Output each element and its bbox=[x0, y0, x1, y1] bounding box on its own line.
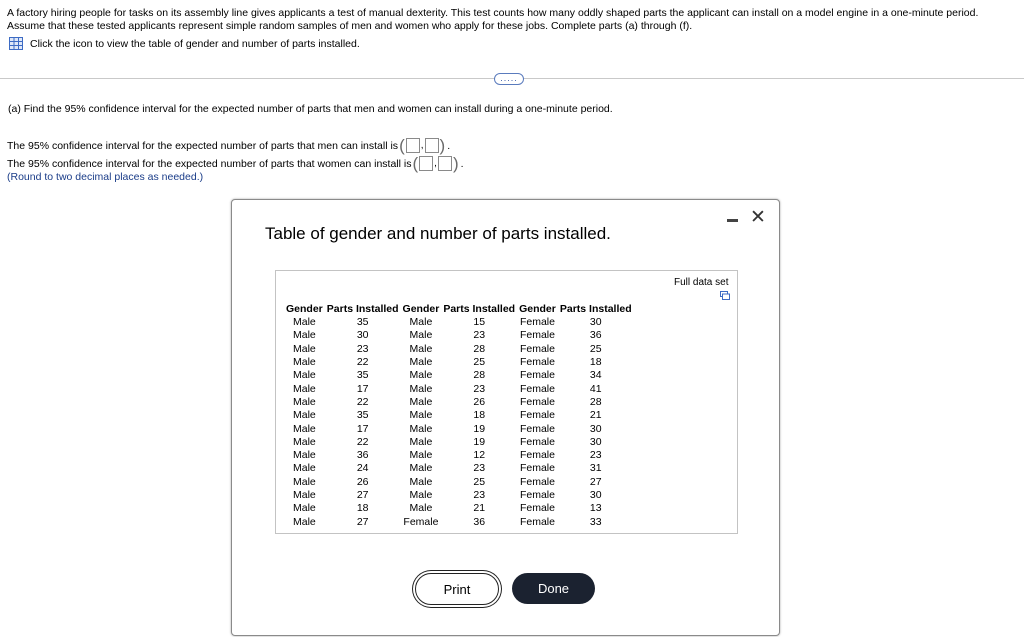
column-header: Parts Installed bbox=[559, 302, 632, 315]
parts-cell: 27 bbox=[356, 489, 369, 501]
parts-cell: 34 bbox=[589, 369, 602, 382]
table-row bbox=[284, 396, 634, 409]
gender-cell: Male bbox=[409, 316, 433, 329]
gender-cell: Female bbox=[519, 342, 555, 355]
parts-cell: 23 bbox=[473, 382, 486, 395]
close-icon[interactable]: ✕ bbox=[750, 207, 766, 228]
parts-cell: 26 bbox=[356, 475, 369, 488]
table-row bbox=[284, 449, 634, 462]
gender-cell: Male bbox=[293, 356, 316, 369]
gender-cell: Male bbox=[409, 342, 433, 355]
parts-cell: 23 bbox=[473, 489, 486, 501]
parts-cell: 41 bbox=[589, 382, 602, 395]
gender-cell: Male bbox=[293, 316, 316, 329]
gender-cell: Male bbox=[293, 489, 316, 501]
parts-cell: 25 bbox=[589, 342, 602, 355]
men-ci-upper-input[interactable] bbox=[425, 138, 439, 153]
parts-cell: 31 bbox=[589, 462, 602, 475]
gender-cell: Male bbox=[409, 435, 433, 448]
comma-separator: , bbox=[420, 140, 424, 151]
table-icon[interactable] bbox=[9, 37, 23, 50]
column-header: Gender bbox=[286, 302, 323, 315]
parts-cell: 28 bbox=[473, 342, 486, 355]
table-row bbox=[284, 369, 634, 382]
parts-cell: 15 bbox=[473, 316, 486, 329]
women-ci-label: The 95% confidence interval for the expected number of parts that women can install is bbox=[7, 157, 412, 170]
table-row bbox=[284, 502, 634, 515]
gender-cell: Female bbox=[519, 515, 555, 528]
gender-cell: Female bbox=[403, 515, 439, 528]
gender-cell: Female bbox=[519, 489, 555, 501]
gender-cell: Female bbox=[519, 449, 555, 462]
parts-cell: 33 bbox=[589, 515, 602, 528]
gender-cell: Male bbox=[409, 329, 433, 342]
parts-cell: 23 bbox=[473, 462, 486, 475]
ellipsis-icon: ..... bbox=[500, 72, 518, 83]
gender-cell: Male bbox=[293, 502, 316, 515]
parts-cell: 25 bbox=[473, 475, 486, 488]
parts-cell: 22 bbox=[356, 356, 369, 369]
gender-cell: Male bbox=[409, 382, 433, 395]
parts-cell: 23 bbox=[473, 329, 486, 342]
table-row bbox=[284, 329, 634, 342]
gender-cell: Female bbox=[519, 475, 555, 488]
men-ci-lower-input[interactable] bbox=[406, 138, 420, 153]
gender-cell: Male bbox=[409, 449, 433, 462]
gender-cell: Male bbox=[293, 449, 316, 462]
table-row bbox=[284, 436, 634, 449]
parts-cell: 12 bbox=[473, 449, 486, 462]
full-data-set-label: Full data set bbox=[674, 277, 729, 288]
parts-cell: 36 bbox=[473, 515, 486, 528]
gender-cell: Male bbox=[409, 356, 433, 369]
gender-cell: Female bbox=[519, 409, 555, 422]
parts-cell: 13 bbox=[589, 502, 602, 515]
column-header: Parts Installed bbox=[326, 302, 399, 315]
column-header: Gender bbox=[402, 302, 440, 315]
parts-cell: 19 bbox=[473, 435, 486, 448]
gender-cell: Female bbox=[519, 395, 555, 408]
gender-cell: Male bbox=[409, 409, 433, 422]
gender-cell: Male bbox=[293, 409, 316, 422]
gender-cell: Male bbox=[409, 462, 433, 475]
part-a-question: (a) Find the 95% confidence interval for the expected number of parts that men and women can install during a one-minute period. bbox=[8, 103, 613, 115]
gender-cell: Male bbox=[409, 422, 433, 435]
gender-cell: Male bbox=[409, 489, 433, 501]
print-button[interactable]: Print bbox=[415, 573, 499, 605]
gender-cell: Male bbox=[409, 395, 433, 408]
parts-cell: 25 bbox=[473, 356, 486, 369]
open-paren-icon: ( bbox=[412, 154, 419, 173]
table-row bbox=[284, 316, 634, 329]
expand-button[interactable] bbox=[494, 73, 524, 85]
parts-cell: 19 bbox=[473, 422, 486, 435]
parts-cell: 35 bbox=[356, 316, 369, 329]
table-row bbox=[284, 422, 634, 435]
period: . bbox=[460, 157, 464, 170]
gender-cell: Male bbox=[409, 369, 433, 382]
parts-cell: 17 bbox=[356, 422, 369, 435]
gender-cell: Female bbox=[519, 422, 555, 435]
gender-cell: Male bbox=[293, 369, 316, 382]
parts-cell: 22 bbox=[356, 435, 369, 448]
dialog-title: Table of gender and number of parts installed. bbox=[265, 224, 611, 243]
parts-cell: 35 bbox=[356, 369, 369, 382]
parts-cell: 30 bbox=[589, 435, 602, 448]
parts-cell: 30 bbox=[589, 422, 602, 435]
table-row bbox=[284, 476, 634, 489]
parts-cell: 22 bbox=[356, 395, 369, 408]
table-row bbox=[284, 382, 634, 395]
parts-cell: 18 bbox=[473, 409, 486, 422]
gender-cell: Male bbox=[293, 515, 316, 528]
gender-cell: Female bbox=[519, 462, 555, 475]
parts-cell: 26 bbox=[473, 395, 486, 408]
parts-cell: 23 bbox=[356, 342, 369, 355]
parts-cell: 36 bbox=[589, 329, 602, 342]
gender-cell: Male bbox=[293, 422, 316, 435]
women-ci-line bbox=[7, 155, 464, 172]
table-row bbox=[284, 489, 634, 502]
parts-cell: 18 bbox=[589, 356, 602, 369]
parts-table bbox=[284, 301, 634, 529]
column-header: Gender bbox=[519, 302, 556, 315]
table-link-row[interactable] bbox=[9, 37, 360, 50]
parts-cell: 28 bbox=[473, 369, 486, 382]
gender-cell: Male bbox=[409, 475, 433, 488]
parts-cell: 17 bbox=[356, 382, 369, 395]
gender-cell: Male bbox=[293, 342, 316, 355]
comma-separator: , bbox=[434, 158, 437, 169]
parts-cell: 24 bbox=[356, 462, 369, 475]
parts-cell: 23 bbox=[589, 449, 602, 462]
data-table-dialog bbox=[231, 199, 780, 636]
parts-cell: 30 bbox=[356, 329, 369, 342]
copy-icon[interactable] bbox=[720, 291, 730, 300]
gender-cell: Female bbox=[519, 382, 555, 395]
minimize-icon[interactable] bbox=[727, 219, 738, 222]
gender-cell: Male bbox=[293, 475, 316, 488]
table-link-text[interactable]: Click the icon to view the table of gender and number of parts installed. bbox=[30, 37, 360, 50]
gender-cell: Male bbox=[293, 395, 316, 408]
gender-cell: Female bbox=[519, 435, 555, 448]
table-row bbox=[284, 409, 634, 422]
parts-cell: 27 bbox=[589, 475, 602, 488]
done-button[interactable]: Done bbox=[512, 573, 595, 604]
parts-cell: 30 bbox=[589, 316, 602, 329]
parts-cell: 21 bbox=[589, 409, 602, 422]
parts-cell: 35 bbox=[356, 409, 369, 422]
period: . bbox=[447, 139, 451, 152]
gender-cell: Male bbox=[293, 435, 316, 448]
women-ci-upper-input[interactable] bbox=[438, 156, 452, 171]
problem-statement: A factory hiring people for tasks on its assembly line gives applicants a test of manual dexterity. This test counts how many oddly shaped parts the applicant can install on a model engine in a one-minute period. Assume that these tested applicants represent simple random samples of men and women who apply for these jobs. Complete parts (a) through (f). bbox=[7, 7, 979, 32]
table-row bbox=[284, 356, 634, 369]
parts-cell: 30 bbox=[589, 489, 602, 501]
parts-cell: 27 bbox=[356, 515, 369, 528]
data-table-panel bbox=[275, 270, 738, 534]
parts-cell: 18 bbox=[356, 502, 369, 515]
gender-cell: Male bbox=[293, 329, 316, 342]
table-header-row bbox=[284, 301, 634, 316]
parts-cell: 36 bbox=[356, 449, 369, 462]
gender-cell: Female bbox=[519, 502, 555, 515]
gender-cell: Female bbox=[519, 369, 555, 382]
gender-cell: Female bbox=[519, 316, 555, 329]
gender-cell: Female bbox=[519, 329, 555, 342]
gender-cell: Female bbox=[519, 356, 555, 369]
gender-cell: Male bbox=[409, 502, 433, 515]
close-paren-icon: ) bbox=[439, 136, 446, 155]
column-header: Parts Installed bbox=[443, 302, 516, 315]
table-row bbox=[284, 515, 634, 528]
table-body bbox=[284, 316, 634, 529]
parts-cell: 28 bbox=[589, 395, 602, 408]
men-ci-label: The 95% confidence interval for the expected number of parts that men can install is bbox=[7, 139, 399, 152]
gender-cell: Male bbox=[293, 382, 316, 395]
round-note: (Round to two decimal places as needed.) bbox=[7, 171, 204, 183]
women-ci-lower-input[interactable] bbox=[419, 156, 433, 171]
men-ci-line bbox=[7, 137, 450, 154]
parts-cell: 21 bbox=[473, 502, 486, 515]
close-paren-icon: ) bbox=[452, 154, 459, 173]
table-row bbox=[284, 343, 634, 356]
gender-cell: Male bbox=[293, 462, 316, 475]
open-paren-icon: ( bbox=[399, 136, 405, 155]
table-row bbox=[284, 462, 634, 475]
